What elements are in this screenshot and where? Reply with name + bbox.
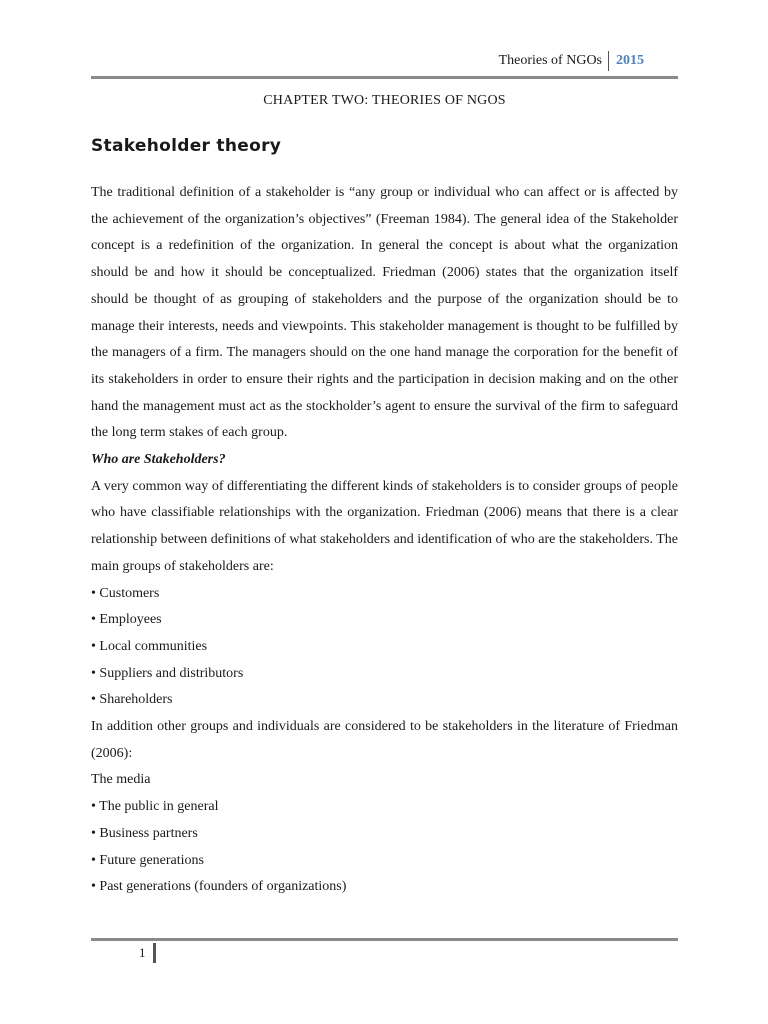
section-title: Stakeholder theory [91, 136, 282, 156]
paragraph-definition: The traditional definition of a stakeholder is “any group or individual who can affect or is affected by the achievement of the organization’s objectives” (Freeman 1984). The general idea of the Stakeholder concept is a redefinition of the organization. In general the concept is about what the organization should be and how it should be conceptualized. Friedman (2006) states that the organization itself should be thought of as grouping of stakeholders and the purpose of the organization should be to manage their interests, needs and viewpoints. This stakeholder management is thought to be fulfilled by the managers of a firm. The managers should on the one hand manage the corporation for the benefit of its stakeholders in order to ensure their rights and the participation in decision making and on the other hand the management must act as the stockholder’s agent to ensure the survival of the firm to safeguard the long term stakes of each group. [91, 185, 678, 441]
page-number: 1 [139, 943, 156, 963]
header-title: Theories of NGOs [499, 51, 609, 71]
footer-rule [91, 938, 678, 941]
list-item: • The public in general [91, 799, 219, 815]
paragraph-differentiating: A very common way of differentiating the different kinds of stakeholders is to consider groups of people who have classifiable relationships with the organization. Friedman (2006) means that there is a clear relationship between definitions of what stakeholders and identification of who are the stakeholders. The main groups of stakeholders are: [91, 478, 678, 574]
list-item: • Customers [91, 585, 160, 601]
chapter-title: CHAPTER TWO: THEORIES OF NGOS [263, 93, 506, 108]
page-header [91, 44, 678, 79]
paragraph-other-groups: In addition other groups and individuals are considered to be stakeholders in the literature of Friedman (2006): [91, 719, 678, 761]
list-item: • Future generations [91, 852, 204, 868]
list-item: • Past generations (founders of organizations) [91, 879, 347, 895]
subheading-who-are-stakeholders: Who are Stakeholders? [91, 452, 226, 468]
list-item: • Suppliers and distributors [91, 665, 244, 681]
list-item: • Employees [91, 612, 162, 628]
list-item: • Shareholders [91, 692, 173, 708]
header-year: 2015 [616, 53, 644, 68]
header-right [499, 51, 644, 71]
media-label: The media [91, 772, 151, 788]
list-item: • Local communities [91, 638, 208, 654]
body-text [91, 180, 678, 901]
list-item: • Business partners [91, 825, 198, 841]
